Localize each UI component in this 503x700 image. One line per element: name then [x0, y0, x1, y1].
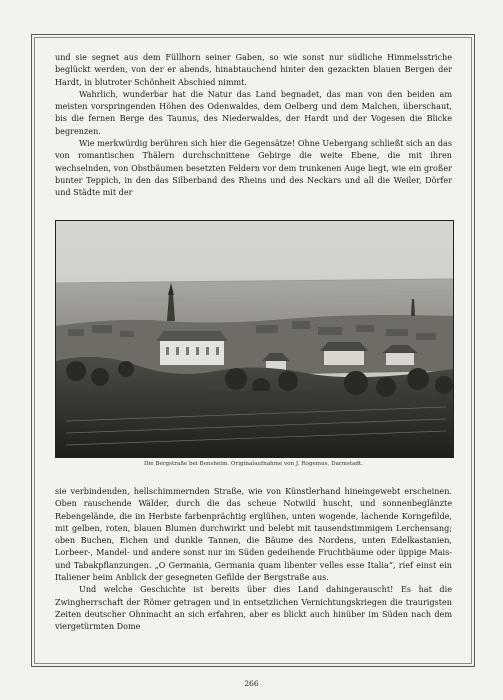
page-number: 266 — [244, 679, 259, 688]
paragraph: Wie merkwürdig berühren sich hier die Gegensätze! Ohne Uebergang schließt sich an das von romantischen Thälern durchschnittene Gebirge die weite Ebene, die mit ihren wechselnden, von Obstbäumen besetzten Feldern vor dem trunkenen Auge liegt, wie ein großer bunter Teppich, in den das Silberband des Rheins und des Neckars und all die Weiler, Dörfer und Städte mit der — [55, 138, 452, 198]
paragraph: Und welche Geschichte ist bereits über dies Land dahingerauscht! Es hat die Zwingherrschaft der Römer getragen und in entsetzlichen Vernichtungskriegen die traurigsten Zeiten deutscher Ohnmacht an sich erfahren, aber es blickt auch hinüber im Süden nach dem viergetürmten Dome — [55, 584, 452, 632]
body-text-bottom — [55, 485, 452, 633]
landscape-photograph — [55, 220, 454, 458]
body-text-top — [55, 51, 452, 199]
figure-caption: Die Bergstraße bei Bensheim. Originalaufnahme von J. Rogemus, Darmstadt. — [144, 461, 363, 467]
paragraph: Wahrlich, wunderbar hat die Natur das Land begnadet, das man von den beiden am meisten vorspringenden Höhen des Odenwaldes, dem Oelberg und dem Malchen, überschaut, bis die fernen Berge des Taunus, des Niederwaldes, der Hardt und der Vogesen die Blicke begrenzen. — [55, 88, 452, 136]
paragraph: und sie segnet aus dem Füllhorn seiner Gaben, so wie sonst nur südliche Himmelsstriche beglückt werden, von der er abends, hinabtauchend hinter den gezackten blauen Bergen der Hardt, in blutroter Schönheit Abschied nimmt. — [55, 52, 452, 87]
paragraph: sie verbindenden, hellschimmernden Straße, wie von Künstlerhand hineingewebt erscheinen. Oben rauschende Wälder, durch die das scheue Notwild huscht, und sonnenbeglänzte Rebengelände, die im Herbste farbenprächtig erglühen, unten wogende, lachende Korngefilde, mit gelben, roten, blauen Blumen durchwirkt und belebt mit tausendstimmigem Lerchensang; oben Buchen, Eichen und dunkle Tannen, die Bäume des Nordens, unten Edelkastanien, Lorbeer-, Mandel- und andere sonst nur im Süden gedeihende Fruchtbäume oder üppige Mais- und Tabakpflanzungen. „O Germania, Germania quam libenter velles esse Italia“, rief einst ein Italiener beim Anblick der gesegneten Gefilde der Bergstraße aus. — [55, 486, 452, 583]
bensheim-panorama-illustration — [56, 221, 453, 457]
